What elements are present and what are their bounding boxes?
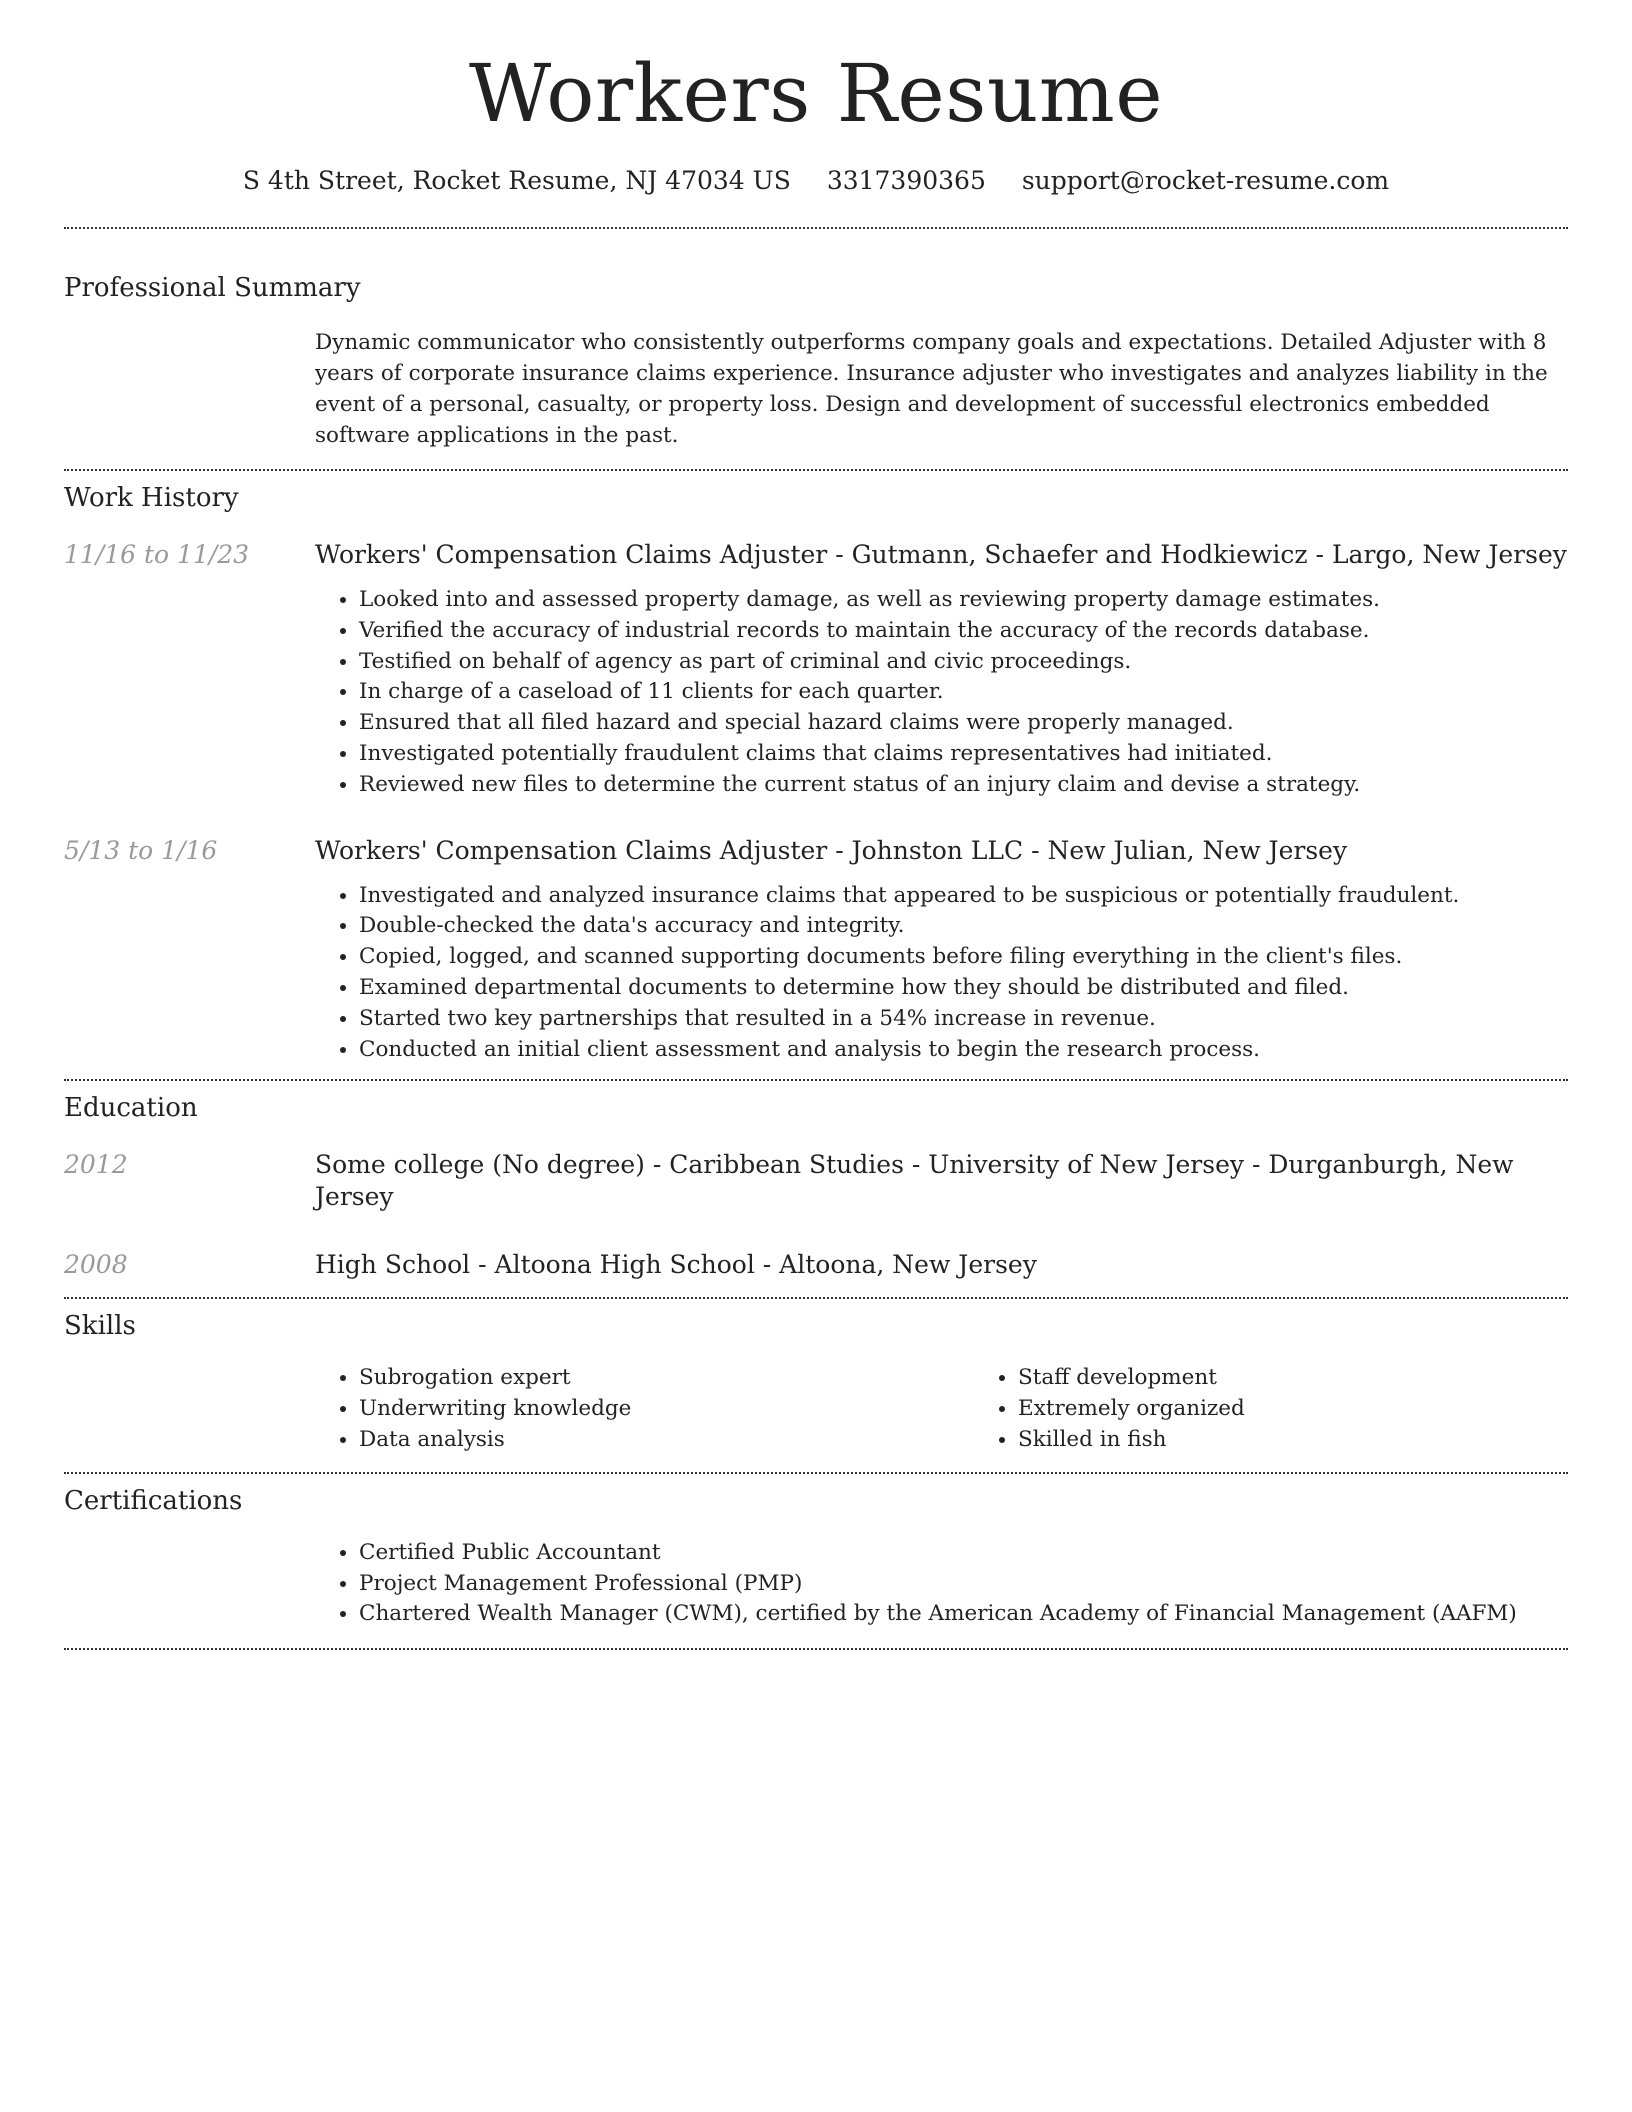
education-detail: High School - Altoona High School - Altoona, New Jersey [315,1250,1037,1280]
summary-text: Dynamic communicator who consistently outperforms company goals and expectations. Detailed Adjuster with 8 years of corporate insurance claims experience. Insurance adjuster who investigates and analyzes liability in the event of a personal, casualty, or property loss. Design and development of successful electronics embedded software applications in the past. [315,330,1548,448]
certifications-divider [64,1648,1568,1650]
list-item: • Certified Public Accountant [359,1538,1568,1569]
skills-column-2 [974,1363,1632,1455]
list-item: • Started two key partnerships that resulted in a 54% increase in revenue. [359,1004,1568,1035]
certifications-section [64,1474,1568,1648]
list-item: • In charge of a caseload of 11 clients for each quarter. [359,677,1568,708]
job-dates: 5/13 to 1/16 [64,835,218,865]
job-entry-1 [64,539,1568,801]
summary-spacer [64,327,315,451]
candidate-name: Workers Resume [468,47,1164,140]
list-item: • Reviewed new files to determine the current status of an injury claim and devise a strategy. [359,770,1568,801]
list-item: • Investigated potentially fraudulent claims that claims representatives had initiated. [359,739,1568,770]
list-item: • Project Management Professional (PMP) [359,1569,1568,1600]
education-title: Education [64,1093,198,1124]
job-title: Workers' Compensation Claims Adjuster - Johnston LLC - New Julian, New Jersey [315,835,1348,865]
list-item: • Data analysis [359,1425,974,1456]
certifications-title: Certifications [64,1485,243,1516]
certifications-spacer [64,1538,315,1630]
skills-grid [315,1363,1632,1455]
list-item: • Subrogation expert [359,1363,974,1394]
list-item: • Investigated and analyzed insurance claims that appeared to be suspicious or potentially fraudulent. [359,881,1568,912]
list-item: • Double-checked the data's accuracy and integrity. [359,911,1568,942]
contact-address: S 4th Street, Rocket Resume, NJ 47034 US [242,166,791,195]
list-item: • Staff development [1018,1363,1632,1394]
summary-title: Professional Summary [64,273,361,303]
job-entry-2 [64,835,1568,1066]
education-entry-2 [64,1249,1568,1281]
contact-line [64,166,1568,195]
job-bullets [315,585,1568,801]
contact-email: support@rocket-resume.com [1021,166,1390,195]
list-item: • Conducted an initial client assessment and analysis to begin the research process. [359,1035,1568,1066]
education-year: 2012 [64,1150,128,1180]
education-year: 2008 [64,1250,128,1280]
education-entry-1 [64,1149,1568,1213]
certifications-list [315,1538,1568,1630]
list-item: • Extremely organized [1018,1394,1632,1425]
list-item: • Looked into and assessed property damage, as well as reviewing property damage estimates. [359,585,1568,616]
list-item: • Chartered Wealth Manager (CWM), certified by the American Academy of Financial Management (AAFM) [359,1599,1568,1630]
skills-column-1 [315,1363,974,1455]
list-item: • Copied, logged, and scanned supporting documents before filing everything in the client's files. [359,942,1568,973]
list-item: • Skilled in fish [1018,1425,1632,1456]
skills-section [64,1299,1568,1471]
education-section [64,1081,1568,1297]
list-item: • Ensured that all filed hazard and special hazard claims were properly managed. [359,708,1568,739]
skills-spacer [64,1363,315,1455]
job-bullets [315,881,1568,1066]
work-section [64,471,1568,1079]
job-title: Workers' Compensation Claims Adjuster - Gutmann, Schaefer and Hodkiewicz - Largo, New Jersey [315,540,1567,569]
job-dates: 11/16 to 11/23 [64,540,250,569]
summary-section [64,229,1568,469]
list-item: • Verified the accuracy of industrial records to maintain the accuracy of the records database. [359,616,1568,647]
skills-title: Skills [64,1311,136,1342]
contact-phone: 3317390365 [826,166,986,195]
resume-header [64,0,1568,195]
list-item: • Testified on behalf of agency as part of criminal and civic proceedings. [359,647,1568,678]
education-detail: Some college (No degree) - Caribbean Studies - University of New Jersey - Durganburgh, New Jersey [315,1150,1514,1212]
list-item: • Examined departmental documents to determine how they should be distributed and filed. [359,973,1568,1004]
list-item: • Underwriting knowledge [359,1394,974,1425]
work-title: Work History [64,483,239,513]
